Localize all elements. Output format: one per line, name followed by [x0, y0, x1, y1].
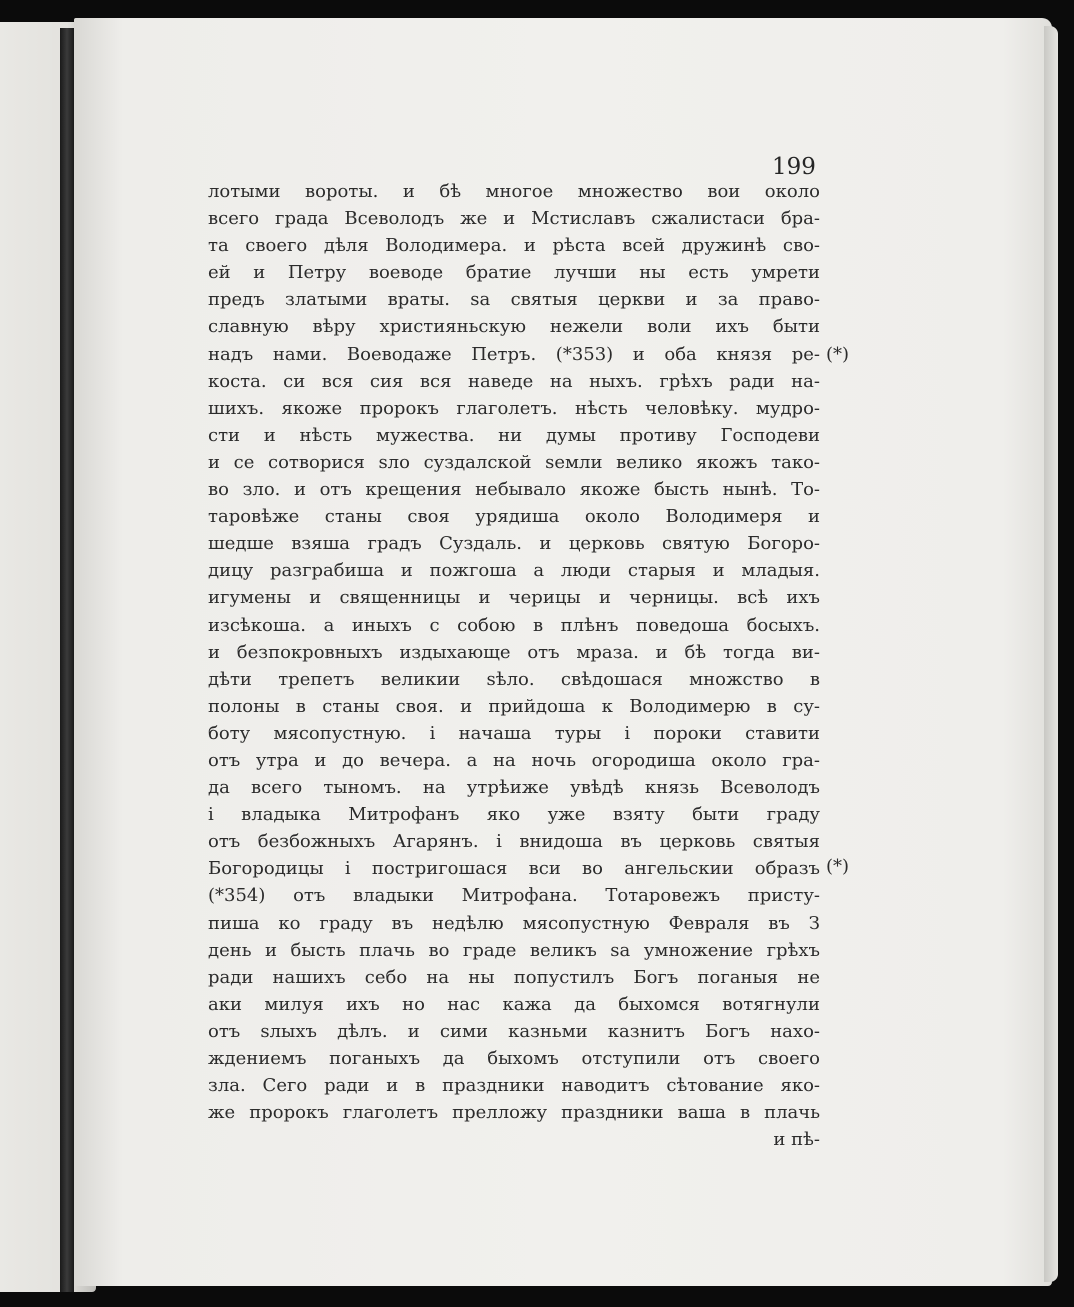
text-line: отъ безбожныхъ Агарянъ. і внидоша въ церковь святыя [208, 831, 820, 853]
text-block [208, 178, 820, 1153]
text-line: да всего тыномъ. на утрѣиже увѣдѣ князь Всеволодъ [208, 777, 820, 799]
page-edges [1044, 26, 1058, 1282]
text-line: ждениемъ поганыхъ да быхомъ отступили отъ своего [208, 1048, 820, 1069]
text-line: лотыми вороты. и бѣ многое множество вои около [208, 181, 820, 202]
book-gutter [60, 28, 74, 1292]
text-line: полоны в станы своя. и прийдоша к Володимерю в су- [208, 695, 820, 717]
text-line: і владыка Митрофанъ яко уже взяту быти граду [208, 804, 820, 826]
text-line: Богородицы і постригошася вси во ангельскии образъ [208, 858, 820, 880]
text-line: предъ златыми враты. ѕа святыя церкви и за право- [208, 289, 820, 311]
text-line: отъ ѕлыхъ дѣлъ. и сими казньми казнитъ Богъ нахо- [208, 1020, 820, 1042]
text-line: всего града Всеволодъ же и Мстиславъ сжалистаси бра- [208, 208, 820, 230]
text-line: ей и Петру воеводе братие лучши ны есть умрети [208, 262, 820, 284]
text-line: сти и нѣсть мужества. ни думы противу Господеви [208, 424, 820, 446]
text-line: пиша ко граду въ недѣлю мясопустную Февраля въ З [208, 912, 820, 934]
catchword: и пѣ- [773, 1129, 820, 1151]
text-line: та своего дѣля Володимера. и рѣста всей дружинѣ сво- [208, 235, 820, 257]
text-line: же пророкъ глаголетъ прелложу праздники ваша в плачь [208, 1102, 820, 1124]
margin-note-353: (*) [826, 344, 850, 365]
text-line: и безпокровныхъ издыхающе отъ мраза. и бѣ тогда ви- [208, 641, 820, 663]
text-line: дицу разграбиша и пожгоша а люди старыя и младыя. [208, 560, 820, 582]
text-line: игумены и священницы и черицы и черницы. всѣ ихъ [208, 587, 820, 609]
text-line: надъ нами. Воеводаже Петръ. (*353) и оба князя ре- [208, 343, 820, 365]
text-line: шедше взяша градъ Суздаль. и церковь святую Богоро- [208, 533, 820, 555]
text-line: зла. Сего ради и в праздники наводитъ сѣтование яко- [208, 1075, 820, 1097]
text-line: изсѣкоша. а иныхъ с собою в плѣнъ поведоша босыхъ. [208, 614, 820, 636]
text-line: славную вѣру християньскую нежели воли ихъ быти [208, 316, 820, 338]
page-number: 199 [772, 154, 816, 180]
text-line: шихъ. якоже пророкъ глаголетъ. нѣсть человѣку. мудро- [208, 397, 820, 419]
text-line: отъ утра и до вечера. а на ночь огородиша около гра- [208, 749, 820, 771]
text-line: боту мясопустную. і начаша туры і пороки ставити [208, 722, 820, 744]
text-line: дѣти трепетъ великии ѕѣло. свѣдошася множство в [208, 668, 820, 690]
text-line: ради нашихъ себо на ны попустилъ Богъ поганыя не [208, 966, 820, 988]
text-line: день и бысть плачь во граде великъ ѕа умножение грѣхъ [208, 939, 820, 961]
margin-note-354: (*) [826, 856, 850, 877]
text-line: и се сотворися ѕло суздалской ѕемли велико якожъ тако- [208, 451, 820, 473]
text-line: коста. си вся сия вся наведе на ныхъ. грѣхъ ради на- [208, 370, 820, 392]
text-line: (*354) отъ владыки Митрофана. Тотаровежъ присту- [208, 885, 820, 907]
text-line: таровѣже станы своя урядиша около Володимеря и [208, 506, 820, 528]
text-line: во зло. и отъ крещения небывало якоже бысть нынѣ. То- [208, 479, 820, 501]
text-line: аки милуя ихъ но нас кажа да быхомся вотягнули [208, 993, 820, 1015]
